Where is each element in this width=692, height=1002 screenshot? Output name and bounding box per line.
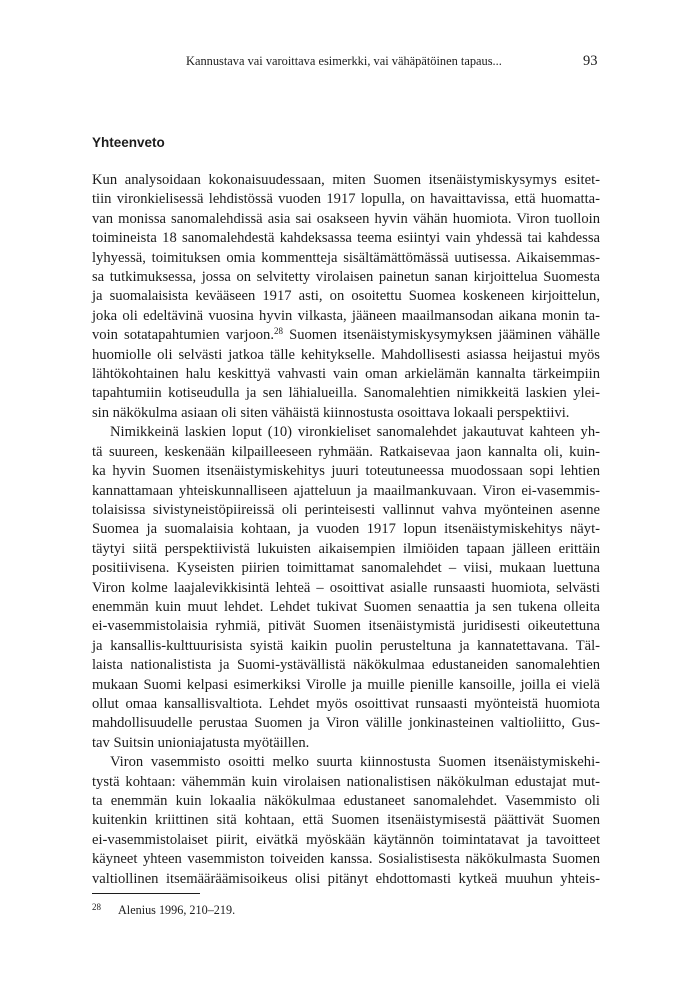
- footnote-divider: [92, 893, 200, 894]
- text-line: [92, 326, 600, 345]
- text-line: käyneet yhteen vasemmiston toiveiden kanssa. Sosialistisesta näkökulmasta Suomen: [92, 851, 600, 868]
- text-line: Viron vasemmisto osoitti melko suurta kiinnostusta Suomen itsenäistymiskehi-: [110, 754, 600, 771]
- footnote: [92, 902, 600, 918]
- text-line: van monissa sanomalehdissä asia sai osakseen hyvin vähän huomiota. Viron tuolloin: [92, 210, 600, 227]
- footnote-marker: 28: [92, 902, 101, 912]
- text-line: ollut omaa kansallisvaltiota. Lehdet myös osoittivat runsaasti myönteistä huomiota: [92, 695, 600, 712]
- text-line: Viron kolme laajalevikkisintä lehteä – osoittivat asialle runsaasti huomiota, selvästi: [92, 579, 600, 596]
- section-heading: Yhteenveto: [92, 135, 165, 150]
- text-line: ei-vasemmistolaisia ryhmiä, pitivät Suomen itsenäistymistä juridisesti oikeutettuna: [92, 618, 600, 635]
- text-line: valtiollinen itsemääräämisoikeus olisi pitänyt ehdottomasti kytkeä muuhun yhteis-: [92, 870, 600, 887]
- text-line: sa tutkimuksessa, jossa on selvitetty virolaisen painetun sanan kirjoittelua Suomesta: [92, 269, 600, 286]
- text-line: täytyi siitä perspektiivistä lukuisten aikaisempien ilmiöiden tapaan jälleen erittäin: [92, 540, 600, 557]
- page-number: 93: [583, 53, 598, 69]
- text-line: mahdollisuudelle perustaa Suomen ja Viron välille jonkinasteinen valtioliitto, Gus-: [92, 715, 600, 732]
- text-line: kuitenkin kriittinen sitä kohtaan, että Suomen itsenäistymisestä päättivät Suomen: [92, 812, 600, 829]
- text-line: tapahtumiin kotiseudulla ja sen lähialueilla. Sanomalehtien nimikkeitä laskien ylei-: [92, 385, 600, 402]
- text-line: ta enemmän kuin lokaalia näkökulmaa edustaneet sanomalehdet. Vasemmisto oli: [92, 793, 600, 809]
- text-line: Suomea ja suomalaisia kohtaan, ja vuoden 1917 lopun itsenäistymiskehitys näyt-: [92, 521, 600, 538]
- text-line: ja suomalaisista kevääseen 1917 asti, on osoitettu Suomea koskeneen kirjoittelun,: [92, 288, 600, 305]
- paragraph: [92, 423, 600, 753]
- text-line: tav Suitsin unioniajatusta myötäillen.: [92, 734, 310, 751]
- body-text: [92, 171, 600, 889]
- paragraph: [92, 171, 600, 423]
- text-line: joka oli edeltävinä vuosina hyvin vilkasta, jääneen maailmansodan aikana monin ta-: [92, 307, 600, 324]
- running-title: Kannustava vai varoittava esimerkki, vai vähäpätöinen tapaus...: [186, 54, 502, 68]
- text-line: Kun analysoidaan kokonaisuudessaan, miten Suomen itsenäistymiskysymys esitet-: [92, 172, 600, 188]
- text-line: lyhyessä, toimituksen omia kommentteja sisältämättömässä uutisessa. Aikaisemmas-: [92, 249, 600, 266]
- text-segment: voin sotatapahtumien varjoon.: [92, 327, 274, 344]
- text-line: tystä kohtaan: vähemmän kuin virolaisen nationalistisen näkökulman edustajat mut-: [92, 773, 600, 790]
- text-line: enemmän kuin muut lehdet. Lehdet tukivat Suomen senaattia ja sen tukena olleita: [92, 598, 600, 615]
- text-line: toimineista 18 sanomalehdestä kahdeksassa teema esiintyi vain yhdessä tai kahdessa: [92, 230, 600, 247]
- text-line: positiivisena. Kyseisten piirien toimittamat sanomalehdet – viisi, mukaan luettuna: [92, 560, 600, 577]
- text-line: sin näkökulma asiaan oli siten vähäistä kiinnostusta osoittava lokaali perspektiivi.: [92, 404, 570, 421]
- text-line: tolaisissa sivistyneistöpiireissä oli perinteisesti vallinnut vahva myönteinen asenne: [92, 501, 600, 518]
- text-line: huomiolle oli selvästi jatkoa tälle kehitykselle. Mahdollisesti asiassa heijastui myös: [92, 346, 600, 363]
- text-line: ei-vasemmistolaiset piirit, eivätkä myöskään käytännön toimintatavat ja tavoitteet: [92, 831, 600, 848]
- text-line: mukaan Suomi kelpasi esimerkiksi Virolle ja muille pienille kansoille, joilla ei vielä: [92, 676, 600, 693]
- text-line: Nimikkeinä laskien loput (10) vironkieliset sanomalehdet jakautuvat kahteen yh-: [110, 424, 600, 441]
- footnote-text: Alenius 1996, 210–219.: [118, 903, 236, 917]
- text-line: lähtökohtainen halu keskittyä vahvasti vain oman arkielämän kannalta tärkeimpiin: [92, 366, 600, 383]
- text-line: laista nationalistista ja Suomi-ystävällistä näkökulmaa edustaneiden sanomalehtien: [92, 657, 600, 674]
- footnote-reference[interactable]: 28: [274, 326, 283, 337]
- text-line: ja kansallis-kulttuurisista syistä kaikin puolin perusteltuna ja kannatettavana. Täl-: [92, 637, 600, 654]
- text-line: tiin vironkielisessä lehdistössä vuoden 1917 lopulla, on havaittavissa, että huomatta-: [92, 191, 600, 208]
- text-segment: Suomen itsenäistymiskysymyksen jääminen vähälle: [283, 327, 600, 344]
- text-line: ka hyvin Suomen itsenäistymiskehitys juuri toteutuneessa muodossaan sopi lehtien: [92, 463, 600, 480]
- text-line: kannattamaan yhteiskunnalliseen ajatteluun ja maailmankuvaan. Viron ei-vasemmis-: [92, 482, 600, 499]
- paragraph: [92, 753, 600, 889]
- text-line: tä suureen, keskenään kilpailleeseen ryhmään. Ratkaisevaa jaon kannalta oli, kuin-: [92, 443, 600, 460]
